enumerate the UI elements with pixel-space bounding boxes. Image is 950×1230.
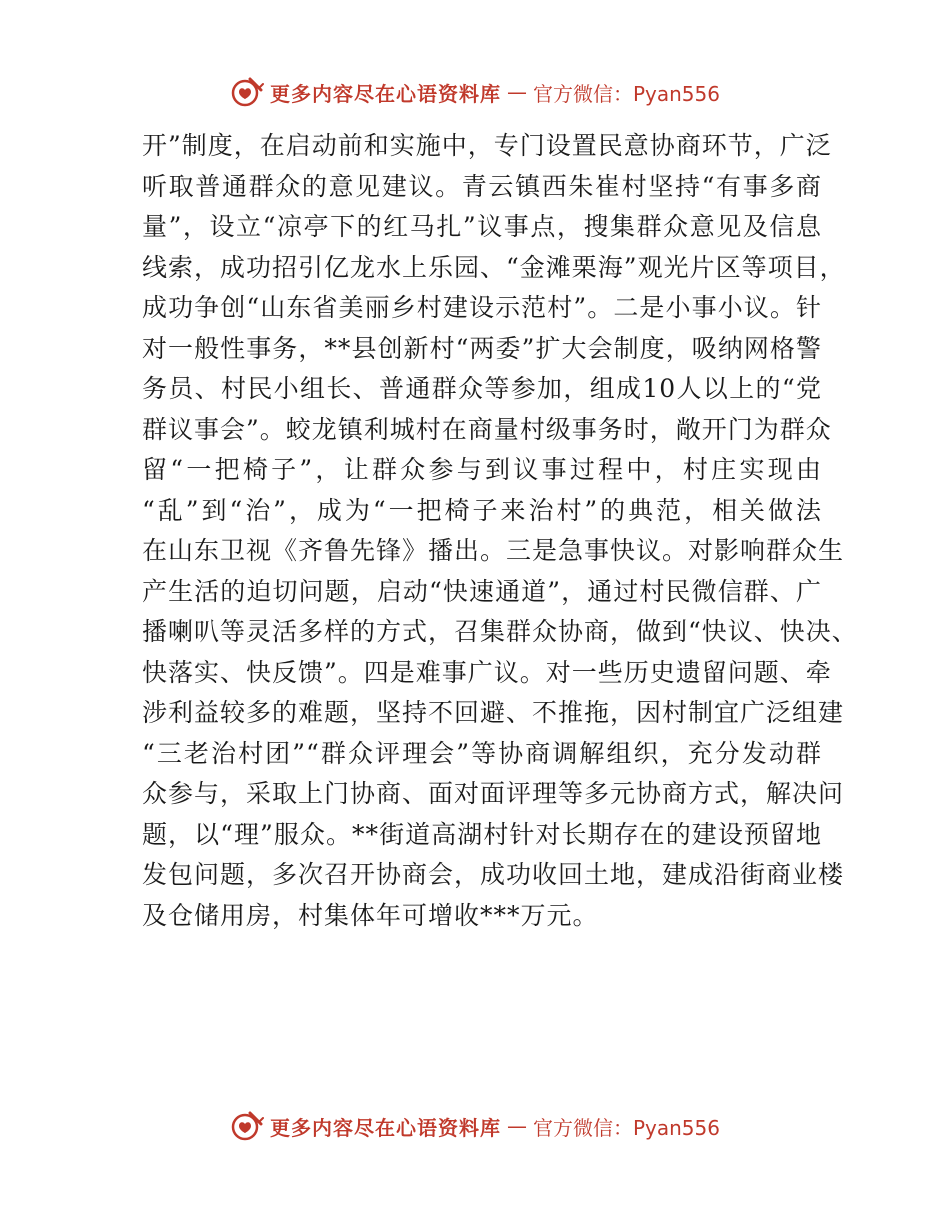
body-line: 播喇叭等灵活多样的方式，召集群众协商，做到“快议、快决、 — [142, 617, 858, 646]
body-line: 在山东卫视《齐鲁先锋》播出。三是急事快议。对影响群众生 — [142, 536, 845, 565]
body-line: 线索，成功招引亿龙水上乐园、“金滩栗海”观光片区等项目， — [142, 252, 846, 282]
body-line: 涉利益较多的难题，坚持不回避、不推拖，因村制宜广泛组建 — [142, 698, 845, 727]
body-line: 留“一把椅子”，让群众参与到议事过程中，村庄实现由 — [142, 455, 822, 484]
body-line: “三老治村团”“群众评理会”等协商调解组织，充分发动群 — [142, 738, 822, 768]
heart-pen-logo-icon — [230, 1109, 264, 1143]
body-line: 快落实、快反馈”。四是难事广议。对一些历史遗留问题、牵 — [142, 657, 832, 687]
footer-watermark — [0, 1106, 950, 1146]
watermark-separator: — — [506, 1114, 527, 1138]
body-line: 务员、村民小组长、普通群众等参加，组成10人以上的“党 — [142, 374, 822, 403]
watermark-wechat-text: 官方微信：Pyan556 — [532, 81, 720, 106]
body-line: “乱”到“治”，成为“一把椅子来治村”的典范，相关做法 — [142, 495, 822, 525]
body-line: 成功争创“山东省美丽乡村建设示范村”。二是小事小议。针 — [142, 293, 822, 322]
body-line: 发包问题，多次召开协商会，成功收回土地，建成沿街商业楼 — [142, 860, 845, 889]
body-line: 听取普通群众的意见建议。青云镇西朱崔村坚持“有事多商 — [142, 171, 822, 201]
heart-pen-logo-icon — [230, 75, 264, 109]
watermark-wechat-text: 官方微信：Pyan556 — [532, 1115, 720, 1140]
watermark-main-text: 更多内容尽在心语资料库 — [269, 81, 501, 106]
body-line: 开”制度，在启动前和实施中，专门设置民意协商环节，广泛 — [142, 131, 832, 160]
watermark-separator: — — [506, 80, 527, 104]
watermark-main-text: 更多内容尽在心语资料库 — [269, 1115, 501, 1140]
body-line: 众参与，采取上门协商、面对面评理等多元协商方式，解决问 — [142, 779, 845, 808]
document-body — [142, 126, 858, 936]
body-line: 及仓储用房，村集体年可增收***万元。 — [142, 900, 599, 930]
body-line: 题，以“理”服众。**街道高湖村针对长期存在的建设预留地 — [142, 819, 822, 849]
body-line: 对一般性事务，**县创新村“两委”扩大会制度，吸纳网格警 — [142, 333, 822, 363]
body-line: 量”，设立“凉亭下的红马扎”议事点，搜集群众意见及信息 — [142, 212, 822, 241]
body-line: 群议事会”。蛟龙镇利城村在商量村级事务时，敞开门为群众 — [142, 414, 832, 444]
header-watermark — [0, 72, 950, 112]
body-line: 产生活的迫切问题，启动“快速通道”，通过村民微信群、广 — [142, 576, 822, 606]
